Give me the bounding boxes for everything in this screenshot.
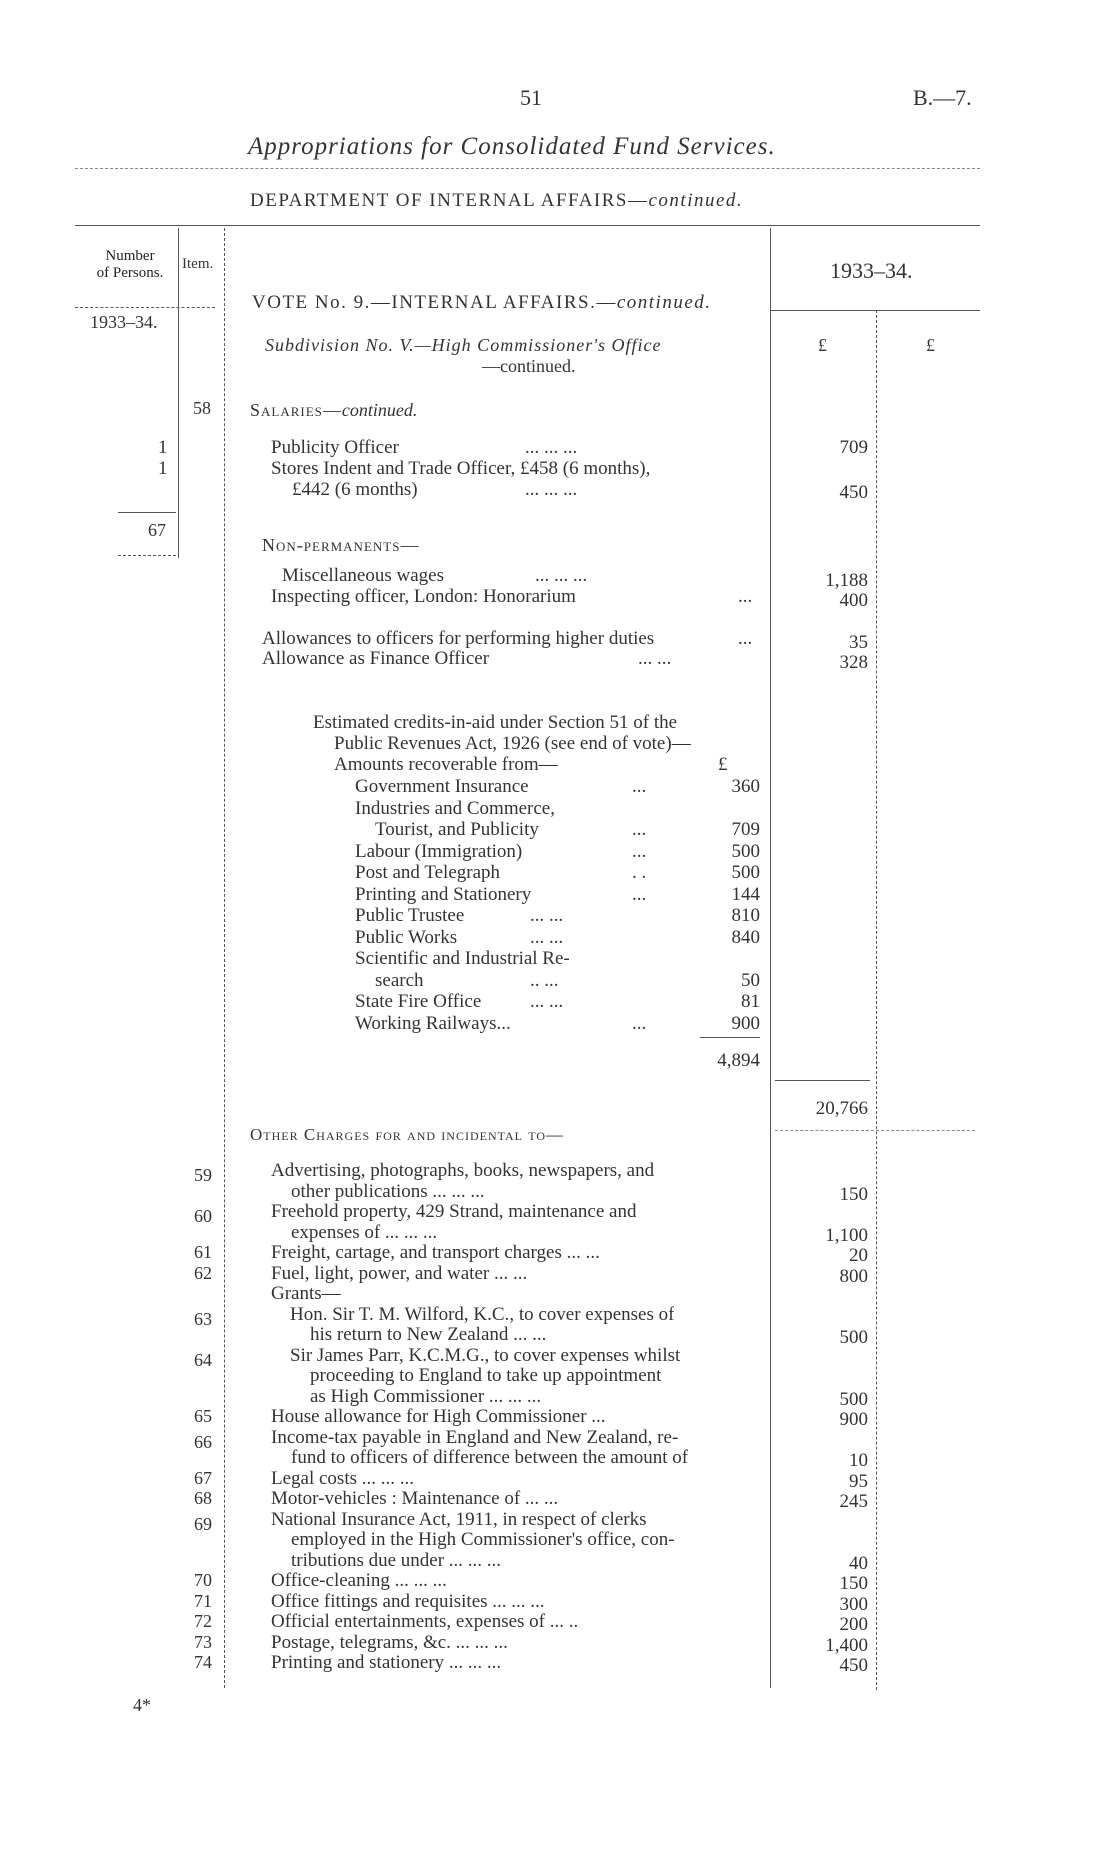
charge-amount: 500	[839, 1327, 868, 1348]
charge-amount: 300	[839, 1593, 868, 1615]
credit-source-label: Printing and Stationery	[355, 883, 532, 905]
vote-title-text: VOTE No. 9.—INTERNAL AFFAIRS.—	[252, 292, 617, 313]
item-number: 69	[194, 1513, 212, 1534]
charge-amount: 900	[839, 1409, 868, 1430]
item-number: 63	[194, 1308, 212, 1329]
charge-label-cont: as High Commissioner ... ... ...	[310, 1385, 542, 1407]
credit-source-label: Tourist, and Publicity	[375, 819, 539, 840]
leader-dots: ... ...	[638, 648, 672, 669]
persons-header-rule	[75, 307, 215, 308]
pound-column-2: £	[926, 335, 935, 355]
charge-amount: 450	[839, 1655, 868, 1676]
credit-source-label: Industries and Commerce,	[355, 797, 555, 819]
item-number: 71	[194, 1590, 212, 1611]
charge-amount: 500	[839, 1388, 868, 1410]
credit-source-label: Public Trustee	[355, 905, 465, 926]
charge-label: Legal costs ... ... ...	[271, 1467, 415, 1489]
leader-dots: ...	[738, 628, 753, 649]
salaries-total-rule	[775, 1080, 870, 1081]
department-heading	[250, 190, 743, 212]
col-divider-persons	[178, 228, 179, 558]
charge-label: Office fittings and requisites ... ... ...	[271, 1590, 545, 1612]
allowance-label: Allowances to officers for performing higher duties	[262, 628, 655, 649]
charge-label: Income-tax payable in England and New Zealand, re-	[271, 1426, 679, 1448]
charge-label: Printing and stationery ... ... ...	[271, 1652, 502, 1673]
nonperm-amount: 400	[839, 590, 868, 611]
allowance-amount: 328	[839, 652, 868, 673]
page-number: 51	[520, 85, 542, 110]
item-number: 59	[194, 1165, 212, 1185]
item-header: Item.	[182, 256, 214, 272]
item-number: 65	[194, 1406, 212, 1426]
item-number: 61	[194, 1242, 212, 1262]
charge-label: Freehold property, 429 Strand, maintenance and	[271, 1201, 637, 1222]
leader-dots: ... ... ...	[525, 437, 578, 458]
item-number: 70	[194, 1570, 212, 1590]
credit-source-label: search	[375, 969, 424, 991]
leader-dots: ...	[738, 586, 753, 607]
persons-count: 1	[158, 437, 168, 458]
charge-label: Motor-vehicles : Maintenance of ... ...	[271, 1488, 559, 1509]
credit-amount: 840	[731, 926, 760, 948]
charge-amount: 40	[849, 1552, 868, 1574]
col-divider-text	[770, 228, 771, 1688]
title-rule	[75, 168, 980, 169]
credit-source-label: Post and Telegraph	[355, 862, 501, 883]
charge-amount: 1,400	[825, 1634, 868, 1656]
charge-label: Office-cleaning ... ... ...	[271, 1570, 447, 1591]
credit-source-label: State Fire Office	[355, 991, 482, 1012]
subdivision-continued: —continued.	[482, 356, 576, 376]
salary-row-label: Publicity Officer	[271, 437, 399, 458]
salaries-item-number: 58	[193, 398, 211, 418]
charge-label: Grants—	[271, 1283, 341, 1304]
item-number: 73	[194, 1631, 212, 1652]
charge-label: Freight, cartage, and transport charges ... ...	[271, 1242, 600, 1263]
charge-label: Fuel, light, power, and water ... ...	[271, 1262, 528, 1284]
leader-dots: ... ...	[530, 905, 564, 926]
persons-header	[85, 248, 175, 282]
department-name: DEPARTMENT OF INTERNAL AFFAIRS—	[250, 190, 649, 211]
department-continued: continued.	[648, 190, 744, 211]
credit-amount: 81	[741, 991, 760, 1012]
charge-amount: 150	[839, 1183, 868, 1205]
item-number: 74	[194, 1652, 212, 1672]
credit-source-label: Scientific and Industrial Re-	[355, 948, 570, 969]
leader-dots: ... ...	[530, 926, 564, 948]
charge-label: Official entertainments, expenses of ... ..	[271, 1611, 579, 1632]
salary-amount: 450	[839, 482, 868, 503]
item-number: 62	[194, 1262, 212, 1283]
salary-row-label-cont: £442 (6 months)	[292, 479, 418, 500]
persons-total-underline	[118, 555, 176, 556]
credit-amount: 900	[731, 1012, 760, 1034]
credits-total-rule	[700, 1037, 760, 1038]
pound-column-1: £	[818, 335, 827, 355]
charge-amount: 10	[849, 1450, 868, 1471]
nonpermanents-heading: Non-permanents—	[262, 535, 420, 555]
nonperm-label: Miscellaneous wages	[282, 565, 444, 586]
salaries-heading-continued: continued.	[341, 400, 418, 420]
page-title: Appropriations for Consolidated Fund Services.	[248, 133, 776, 160]
charge-label: Sir James Parr, K.C.M.G., to cover expenses whilst	[290, 1344, 681, 1366]
charge-label: Advertising, photographs, books, newspapers, and	[271, 1160, 655, 1181]
credit-amount: 810	[731, 905, 760, 926]
charge-label: House allowance for High Commissioner ...	[271, 1406, 606, 1427]
credit-amount: 144	[731, 883, 760, 905]
charge-label: Postage, telegrams, &c. ... ... ...	[271, 1631, 508, 1653]
persons-total-rule	[118, 512, 176, 513]
nonperm-amount: 1,188	[825, 570, 868, 591]
credits-total: 4,894	[717, 1050, 760, 1071]
credits-intro-2: Public Revenues Act, 1926 (see end of vote)—	[334, 733, 691, 754]
charge-amount: 150	[839, 1573, 868, 1594]
credit-amount: 500	[731, 862, 760, 883]
col-divider-amount	[876, 310, 877, 1690]
persons-year: 1933–34.	[90, 312, 158, 332]
persons-count: 1	[158, 458, 168, 479]
credit-source-label: Working Railways...	[355, 1012, 511, 1034]
credits-intro-1: Estimated credits-in-aid under Section 51 of the	[313, 712, 678, 733]
year-header: 1933–34.	[830, 258, 913, 283]
salaries-total-underline	[775, 1130, 975, 1131]
page-reference: B.—7.	[913, 85, 972, 110]
charge-label-cont: other publications ... ... ...	[291, 1180, 485, 1202]
credit-source-label: Public Works	[355, 926, 458, 948]
item-number: 66	[194, 1431, 212, 1452]
leader-dots: .. ...	[530, 969, 559, 991]
item-number: 64	[194, 1349, 212, 1370]
leader-dots: ... ... ...	[535, 565, 588, 586]
leader-dots: . .	[632, 862, 647, 883]
allowance-amount: 35	[849, 632, 868, 653]
charge-label-cont: fund to officers of difference between the amount of	[291, 1447, 689, 1468]
charge-amount: 200	[839, 1614, 868, 1635]
charge-amount: 1,100	[825, 1224, 868, 1246]
persons-total: 67	[148, 520, 166, 540]
item-number: 60	[194, 1206, 212, 1226]
charge-label-cont: tributions due under ... ... ...	[291, 1549, 502, 1571]
leader-dots: ...	[632, 776, 647, 797]
charge-label-cont: his return to New Zealand ... ...	[310, 1324, 547, 1345]
salaries-heading	[250, 400, 417, 421]
persons-header-line1: Number	[105, 248, 155, 264]
charge-label-cont: proceeding to England to take up appointment	[310, 1365, 662, 1386]
allowance-label: Allowance as Finance Officer	[262, 648, 490, 669]
charge-amount: 20	[849, 1245, 868, 1266]
salaries-total: 20,766	[815, 1098, 868, 1119]
item-number: 72	[194, 1611, 212, 1631]
credit-amount: 709	[731, 819, 760, 840]
charge-label: National Insurance Act, 1911, in respect of clerks	[271, 1508, 647, 1530]
credits-pound: £	[718, 754, 728, 775]
salary-row-label: Stores Indent and Trade Officer, £458 (6 months),	[271, 458, 651, 479]
credit-source-label: Government Insurance	[355, 776, 529, 797]
charge-label-cont: employed in the High Commissioner's office, con-	[291, 1529, 675, 1550]
year-header-rule	[770, 310, 980, 311]
charge-label: Hon. Sir T. M. Wilford, K.C., to cover expenses of	[290, 1303, 675, 1325]
credit-source-label: Labour (Immigration)	[355, 840, 523, 862]
leader-dots: ... ... ...	[525, 479, 578, 500]
col-divider-item	[224, 228, 225, 1688]
charge-label-cont: expenses of ... ... ...	[291, 1221, 438, 1243]
item-number: 67	[194, 1467, 212, 1488]
vote-title-continued: continued.	[616, 292, 712, 313]
leader-dots: ...	[632, 1012, 647, 1034]
charge-amount: 245	[839, 1491, 868, 1512]
salary-amount: 709	[839, 437, 868, 458]
credit-amount: 50	[741, 969, 760, 991]
table-top-rule	[75, 225, 980, 226]
charge-amount: 800	[839, 1265, 868, 1287]
nonperm-label: Inspecting officer, London: Honorarium	[271, 586, 576, 607]
other-charges-heading: Other Charges for and incidental to—	[250, 1125, 565, 1144]
leader-dots: ... ...	[530, 991, 564, 1012]
page-footer: 4*	[133, 1695, 151, 1715]
credit-amount: 360	[731, 776, 760, 797]
item-number: 68	[194, 1488, 212, 1508]
vote-title	[252, 292, 712, 314]
subdivision-title: Subdivision No. V.—High Commissioner's Office	[265, 335, 662, 355]
credit-amount: 500	[731, 840, 760, 862]
persons-header-line2: of Persons.	[96, 265, 164, 281]
leader-dots: ...	[632, 883, 647, 905]
charge-amount: 95	[849, 1470, 868, 1492]
salaries-heading-text: Salaries—	[250, 400, 342, 420]
leader-dots: ...	[632, 819, 647, 840]
leader-dots: ...	[632, 840, 647, 862]
credits-intro-3: Amounts recoverable from—	[334, 754, 558, 775]
